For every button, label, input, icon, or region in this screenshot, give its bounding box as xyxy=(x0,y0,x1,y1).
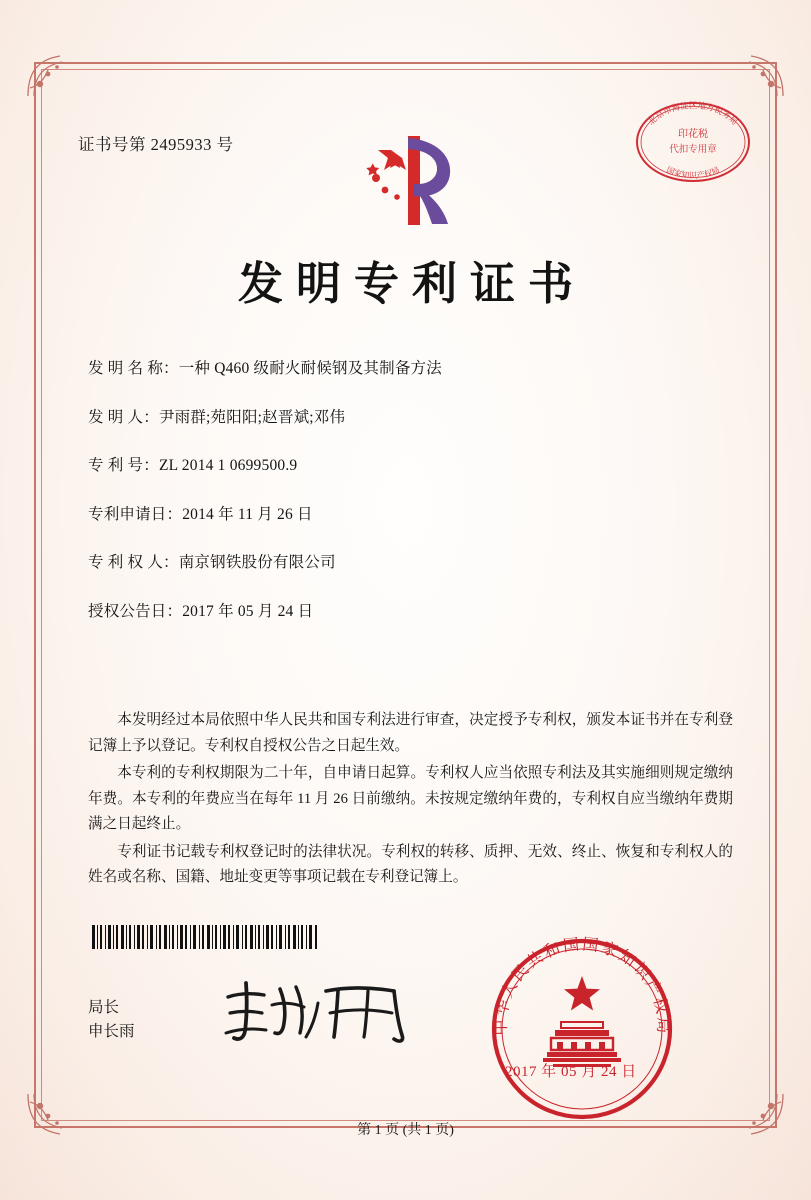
director-name-label: 申长雨 xyxy=(88,1023,135,1040)
field-list xyxy=(88,358,731,649)
svg-text:中华人民共和国国家知识产权局: 中华人民共和国国家知识产权局 xyxy=(490,934,674,1036)
corner-ornament-icon xyxy=(26,54,70,98)
field-label: 专 利 权 人： xyxy=(88,554,179,571)
handwritten-signature xyxy=(218,975,428,1045)
page-footer: 第 1 页 (共 1 页) xyxy=(357,1123,454,1138)
svg-text:北京市海淀区地方税务局: 北京市海淀区地方税务局 xyxy=(646,100,740,127)
svg-text:代扣专用章: 代扣专用章 xyxy=(669,144,717,155)
paragraph: 本发明经过本局依照中华人民共和国专利法进行审查，决定授予专利权，颁发本证书并在专利登记簿上予以登记。专利权自授权公告之日起生效。 xyxy=(88,712,733,754)
corner-ornament-icon xyxy=(741,54,785,98)
field-label: 专 利 号： xyxy=(88,457,159,474)
field-value: 2017 年 05 月 24 日 xyxy=(182,602,314,620)
field-label: 授权公告日： xyxy=(88,602,183,620)
cnipa-logo-icon xyxy=(340,128,470,233)
field-invention-title xyxy=(88,358,731,380)
field-inventors xyxy=(88,407,731,429)
field-patent-number xyxy=(88,455,731,477)
field-label: 专利申请日： xyxy=(88,505,183,523)
field-value: 南京钢铁股份有限公司 xyxy=(178,554,336,571)
field-value: ZL 2014 1 0699500.9 xyxy=(158,457,298,474)
svg-text:国家知识产权局: 国家知识产权局 xyxy=(665,165,721,180)
field-patentee xyxy=(88,552,731,574)
field-grant-announcement-date xyxy=(88,601,731,623)
legal-text xyxy=(88,708,733,893)
field-label: 发 明 人： xyxy=(88,408,159,426)
paragraph: 本专利的专利权期限为二十年，自申请日起算。专利权人应当依照专利法及其实施细则规定缴纳年费。本专利的年费应当在每年 11 月 26 日前缴纳。未按规定缴纳年费的，专利权自应当缴纳年费期满之日起终止。 xyxy=(88,765,733,832)
field-value: 一种 Q460 级耐火耐候钢及其制备方法 xyxy=(178,360,442,377)
tax-stamp-seal xyxy=(633,100,753,184)
field-value: 尹雨群;苑阳阳;赵晋斌;邓伟 xyxy=(158,408,346,426)
field-label: 发 明 名 称： xyxy=(88,360,179,377)
field-application-date xyxy=(88,504,731,526)
certificate-number: 证书号第 2495933 号 xyxy=(78,135,234,154)
page-title: 发明专利证书 xyxy=(237,257,586,310)
official-seal xyxy=(487,934,677,1124)
seal-date: 2017 年 05 月 24 日 xyxy=(505,1064,637,1080)
paragraph: 专利证书记载专利权登记时的法律状况。专利权的转移、质押、无效、终止、恢复和专利权人的姓名或名称、国籍、地址变更等事项记载在专利登记簿上。 xyxy=(88,843,733,885)
barcode xyxy=(92,925,320,949)
field-value: 2014 年 11 月 26 日 xyxy=(182,505,313,523)
svg-text:印花税: 印花税 xyxy=(678,129,708,140)
signature-block xyxy=(88,996,135,1044)
director-role-label: 局长 xyxy=(88,999,120,1016)
